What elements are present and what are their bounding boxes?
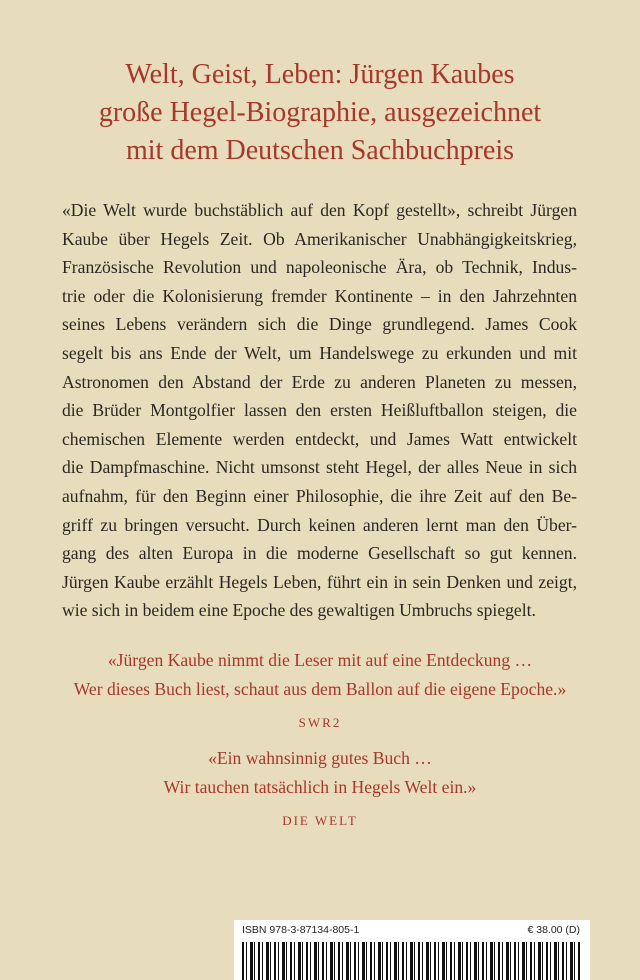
headline-line: große Hegel-Biographie, ausgezeichnet	[98, 97, 542, 128]
blurb-line: griff zu bringen versucht. Durch keinen anderen lernt man den Über-	[62, 514, 577, 535]
blurb-line: die Brüder Montgolfier lassen den ersten Heißluftballon steigen, die	[62, 400, 577, 421]
quote-line: Wir tauchen tatsächlich in Hegels Welt ein.»	[163, 777, 477, 797]
blurb-line: aufnahm, für den Beginn einer Philosophie, die ihre Zeit auf den Be-	[62, 485, 577, 506]
price-label: € 38.00 (D)	[527, 924, 580, 936]
headline	[40, 56, 600, 170]
quote-source: SWR2	[298, 715, 342, 730]
blurb-line: «Die Welt wurde buchstäblich auf den Kopf gestellt», schreibt Jürgen	[62, 200, 577, 220]
blurb-line: gang des alten Europa in die moderne Gesellschaft so gut kennen.	[62, 543, 577, 564]
review-quote-die-welt	[40, 744, 600, 835]
quote-source: DIE WELT	[282, 813, 358, 828]
headline-line: mit dem Deutschen Sachbuchpreis	[125, 135, 514, 166]
review-quote-swr2	[40, 646, 600, 737]
blurb-line: Französische Revolution und napoleonische Ära, ob Technik, Indus-	[62, 257, 577, 278]
blurb-line: Jürgen Kaube erzählt Hegels Leben, führt ein in sein Denken und zeigt,	[62, 571, 577, 592]
blurb-line: wie sich in beidem eine Epoche des gewaltigen Umbruchs spiegelt.	[62, 600, 536, 621]
quote-line: «Ein wahnsinnig gutes Buch …	[208, 748, 432, 768]
blurb-line: trie oder die Kolonisierung fremder Kontinente – in den Jahrzehnten	[62, 285, 577, 306]
quote-line: Wer dieses Buch liest, schaut aus dem Ballon auf die eigene Epoche.»	[73, 679, 567, 699]
barcode-area	[234, 920, 590, 980]
blurb-line: Astronomen den Abstand der Erde zu anderen Planeten zu messen,	[62, 371, 577, 392]
barcode-bars	[242, 942, 582, 980]
blurb-line: segelt bis ans Ende der Welt, um Handelswege zu erkunden und mit	[62, 342, 577, 363]
isbn-label: ISBN 978-3-87134-805-1	[242, 924, 360, 936]
headline-line: Welt, Geist, Leben: Jürgen Kaubes	[125, 59, 515, 90]
blurb-line: die Dampfmaschine. Nicht umsonst steht Hegel, der alles Neue in sich	[62, 457, 577, 478]
blurb-line: Kaube über Hegels Zeit. Ob Amerikanischer Unabhängigkeitskrieg,	[62, 228, 577, 249]
blurb-line: seines Lebens verändern sich die Dinge grundlegend. James Cook	[62, 314, 577, 335]
blurb-paragraph	[62, 196, 577, 625]
quote-line: «Jürgen Kaube nimmt die Leser mit auf eine Entdeckung …	[107, 650, 533, 670]
blurb-line: chemischen Elemente werden entdeckt, und James Watt entwickelt	[62, 428, 577, 449]
